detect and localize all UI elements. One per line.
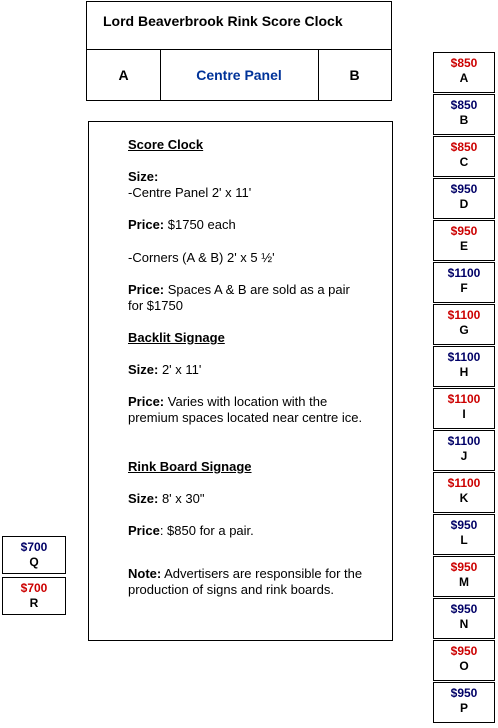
corners-price: Spaces A & B are sold as a pair for $1750 [128, 282, 350, 313]
backlit-size-label: Size: [128, 362, 159, 377]
backlit-price: Varies with location with the premium spaces located near centre ice. [128, 394, 363, 425]
note-label: Note: [128, 566, 162, 581]
backlit-price-label: Price: [128, 394, 165, 409]
price-value: $1100 [447, 308, 481, 322]
space-letter: C [459, 155, 469, 169]
price-value: $1100 [447, 434, 481, 448]
size-label: Size: [128, 169, 159, 184]
price-box [433, 472, 495, 513]
score-clock-title: Lord Beaverbrook Rink Score Clock [103, 13, 343, 29]
space-letter: A [459, 71, 469, 85]
price-box [433, 52, 495, 93]
centre-price: $1750 each [164, 217, 236, 232]
price-box [433, 94, 495, 135]
price-value: $850 [450, 56, 478, 70]
space-letter: F [460, 281, 468, 295]
price-box [433, 682, 495, 723]
space-letter: R [29, 596, 39, 610]
score-clock-heading: Score Clock [128, 137, 204, 152]
price-value: $950 [450, 560, 478, 574]
price-value: $950 [450, 686, 478, 700]
price-box [433, 556, 495, 597]
score-clock-diagram [86, 1, 392, 101]
space-letter: Q [29, 555, 39, 569]
space-letter: N [459, 617, 469, 631]
price-value: $950 [450, 224, 478, 238]
price-box [433, 388, 495, 429]
price-value: $1100 [447, 476, 481, 490]
board-price: : $850 for a pair. [159, 523, 254, 538]
centre-panel-size: -Centre Panel 2' x 11' [128, 185, 252, 200]
price-box [2, 536, 66, 574]
space-letter: M [459, 575, 469, 589]
score-clock-panels [87, 49, 391, 100]
space-letter: G [459, 323, 469, 337]
panel-b: B [349, 67, 360, 83]
price-value: $700 [20, 540, 48, 554]
corners-size: -Corners (A & B) 2' x 5 ½' [128, 250, 275, 265]
price-value: $1100 [447, 392, 481, 406]
price-box [433, 346, 495, 387]
price-value: $950 [450, 518, 478, 532]
space-letter: D [459, 197, 469, 211]
price-value: $950 [450, 182, 478, 196]
corners-price-label: Price: [128, 282, 165, 297]
space-letter: J [460, 449, 468, 463]
price-box [433, 304, 495, 345]
price-value: $950 [450, 644, 478, 658]
space-letter: K [459, 491, 469, 505]
note-text: Advertisers are responsible for the production of signs and rink boards. [128, 566, 363, 597]
price-value: $850 [450, 98, 478, 112]
board-price-label: Price [128, 523, 160, 538]
space-letter: I [462, 407, 466, 421]
backlit-size: 2' x 11' [158, 362, 202, 377]
rink-board-heading: Rink Board Signage [128, 459, 252, 474]
price-box [433, 178, 495, 219]
panel-a: A [87, 50, 161, 100]
price-value: $1100 [447, 350, 481, 364]
price-box [433, 430, 495, 471]
price-box [433, 598, 495, 639]
space-letter: O [459, 659, 469, 673]
backlit-heading: Backlit Signage [128, 330, 225, 345]
price-value: $1100 [447, 266, 481, 280]
price-value: $950 [450, 602, 478, 616]
price-box [433, 514, 495, 555]
pricing-info-panel [88, 121, 393, 641]
space-letter: L [460, 533, 468, 547]
price-box [433, 262, 495, 303]
space-letter: P [459, 701, 468, 715]
space-letter: H [459, 365, 469, 379]
price-box [433, 220, 495, 261]
price-label: Price: [128, 217, 165, 232]
space-letter: E [459, 239, 468, 253]
price-box [433, 640, 495, 681]
space-letter: B [459, 113, 469, 127]
price-value: $850 [450, 140, 478, 154]
price-box [2, 577, 66, 615]
price-box [433, 136, 495, 177]
price-value: $700 [20, 581, 48, 595]
board-size-label: Size: [128, 491, 159, 506]
board-size: 8' x 30" [158, 491, 205, 506]
panel-centre: Centre Panel [160, 50, 319, 100]
